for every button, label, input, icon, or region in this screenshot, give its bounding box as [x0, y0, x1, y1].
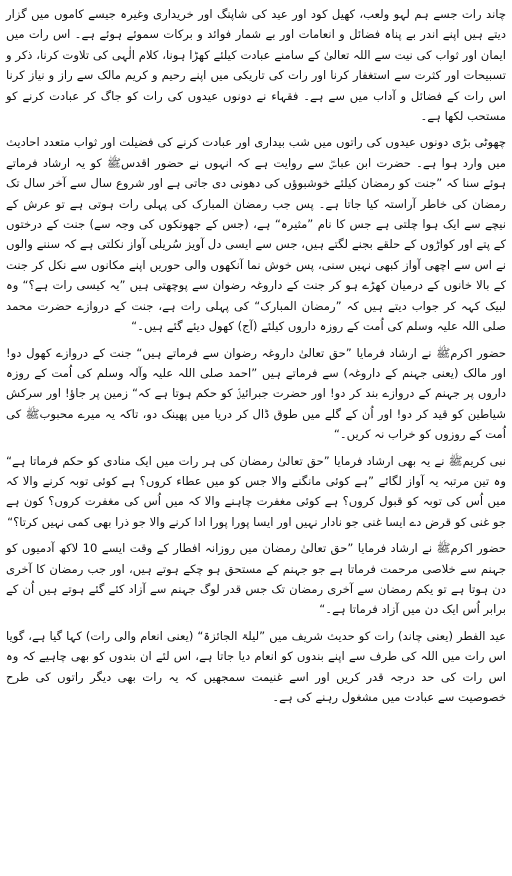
paragraph-1: چاند رات جسے ہم لہو ولعب، کھیل کود اور عید کی شاپنگ اور خریداری وغیرہ جیسے کاموں میں گزار دیتے ہیں اپنے اندر بے پناہ فضائل و انعامات اور بے شمار فوائد و برکات سموئے ہوئے ہے۔ اس رات میں ایمان اور ثواب کی نیت سے اللہ تعالیٰ کے سامنے عبادت کیلئے کھڑا ہونا، کلام الٰہی کی تلاوت کرنا، ذکر و تسبیحات اور کثرت سے استغفار کرنا اور رات کی تاریکی میں اپنے رحیم و کریم مالک سے راز و نیاز کرنا اس رات کے فضائل و آداب میں سے ہے۔ فقہاء نے دونوں عیدوں کی رات کو جاگ کر عبادت کرنے کو مستحب لکھا ہے۔ [6, 7, 506, 124]
paragraph-5: حضور اکرمﷺ نے ارشاد فرمایا ”حق تعالیٰ رمضان میں روزانہ افطار کے وقت ایسے 10 لاکھ آدمیوں کو جہنم سے خلاصی مرحمت فرماتا ہے جو جہنم کے مستحق ہو چکے ہوتے ہیں، اور جب رمضان کا آخری دن ہوتا ہے تو یکم رمضان سے آخری رمضان تک جس قدر لوگ جہنم سے آزاد کئے گئے ہوتے ہیں اُن کے برابر اُس ایک دن میں آزاد فرماتا ہے۔“ [6, 541, 506, 617]
paragraph-2: چھوٹی بڑی دونوں عیدوں کی راتوں میں شب بیداری اور عبادت کرنے کی فضیلت اور ثواب متعدد احادیث میں وارد ہوا ہے۔ حضرت ابن عباسؓ سے روایت ہے کہ انہوں نے حضور اقدسﷺ کو یہ ارشاد فرماتے ہوئے سنا کہ ”جنت کو رمضان کیلئے خوشبوؤں کی دھونی دی جاتی ہے اور شروع سال سے آخر سال تک رمضان کی خاطر آراستہ کیا جاتا ہے۔ پس جب رمضان المبارک کی پہلی رات ہوتی ہے تو عرش کے نیچے سے ایک ہوا چلتی ہے جس کا نام ”مثیرہ“ ہے، (جس کے جھونکوں کی وجہ سے) جنت کے درختوں کے پتے اور کواڑوں کے حلقے بجنے لگتے ہیں، جس سے ایسی دل آویز سُریلی آواز نکلتی ہے کہ سننے والوں نے اس سے اچھی آواز کبھی نہیں سنی، پس خوش نما آنکھوں والی حوریں اپنے مکانوں سے نکل کر جنت کے بالا خانوں کے درمیان کھڑے ہو کر جنت کے داروغہ رضوان سے پوچھتی ہیں ”یہ کیسی رات ہے؟“ وہ لبیک کہہ کر جواب دیتے ہیں کہ ”رمضان المبارک“ کی پہلی رات ہے، جنت کے دروازے حضرت محمد صلی اللہ علیہ وسلم کی اُمت کے روزہ داروں کیلئے (آج) کھول دیئے گئے ہیں۔“ [6, 135, 506, 334]
paragraph-6: عید الفطر (یعنی چاند) رات کو حدیث شریف میں ”لیلۃ الجائزۃ“ (یعنی انعام والی رات) کہا گیا ہے، گویا اس رات میں اللہ کی طرف سے اپنے بندوں کو انعام دیا جاتا ہے، اس لئے ان بندوں کو بھی چاہیے کہ وہ اس رات کی حد درجہ قدر کریں اور اسے غنیمت سمجھیں کہ یہ رات بھی دیگر راتوں کی طرح خصوصیت سے عبادت میں مشغول رہنے کی ہے۔ [6, 628, 506, 704]
paragraph-3: حضور اکرمﷺ نے ارشاد فرمایا ”حق تعالیٰ داروغہ رضوان سے فرماتے ہیں“ جنت کے دروازے کھول دو! اور مالک (یعنی جہنم کے داروغہ) سے فرماتے ہیں ”احمد صلی اللہ علیہ وآلہ وسلم کی اُمت کے روزہ داروں پر جہنم کے دروازے بند کر دو! اور حضرت جبرائیلؑ کو حکم ہوتا ہے کہ“ زمین پر جاؤ! اور سرکش شیاطین کو قید کر دو! اور اُن کے گلے میں طوق ڈال کر دریا میں پھینک دو، تاکہ یہ میرے محبوبﷺ کی اُمت کے روزوں کو خراب نہ کریں۔“ [6, 345, 506, 442]
paragraph-4: نبی کریمﷺ نے یہ بھی ارشاد فرمایا ”حق تعالیٰ رمضان کی ہر رات میں ایک منادی کو حکم فرماتا ہے“ وہ تین مرتبہ یہ آواز لگائے ”ہے کوئی مانگنے والا جس کو میں عطاء کروں؟ ہے کوئی توبہ کرنے والا کہ میں اُس کی توبہ کو قبول کروں؟ ہے کوئی مغفرت چاہنے والا کہ میں اُس کی مغفرت کروں؟ کون ہے جو غنی کو قرض دے ایسا غنی جو نادار نہیں اور ایسا پورا پورا ادا کرنے والا جو ذرا بھی کمی نہیں کرتا؟“ [6, 453, 506, 529]
